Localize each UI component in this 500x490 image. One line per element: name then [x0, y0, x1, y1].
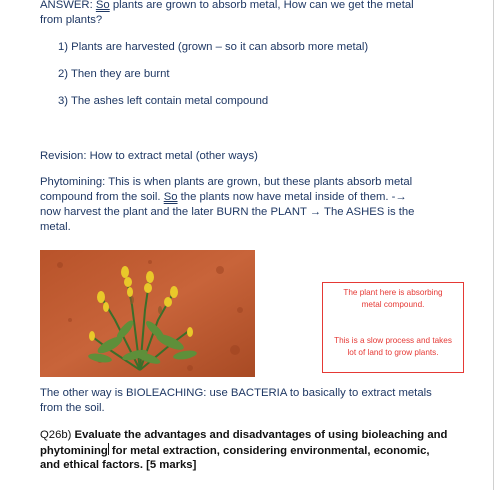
- revision-heading: Revision: How to extract metal (other ways): [40, 150, 258, 162]
- note-line-2: metal compound.: [361, 300, 425, 309]
- phytomining-line-4: metal.: [40, 221, 71, 233]
- answer-rest: plants are grown to absorb metal, How can we get the metal: [109, 0, 414, 11]
- question-text-2b: for metal extraction, considering environmental, economic,: [108, 445, 430, 457]
- note-line-4: lot of land to grow plants.: [347, 348, 439, 357]
- answer-line-2: from plants?: [40, 14, 103, 26]
- question-line-1: [40, 428, 447, 443]
- phytomining-text-b: the plants now have metal inside of them. -→: [177, 191, 407, 203]
- answer-so: So: [95, 0, 110, 11]
- bioleaching-line-2: from the soil.: [40, 402, 105, 414]
- phytomining-line-2: [40, 190, 407, 205]
- step-1: 1) Plants are harvested (grown – so it can absorb more metal): [58, 41, 369, 53]
- phytomining-so: So: [163, 191, 178, 203]
- question-text-1: Evaluate the advantages and disadvantages of using bioleaching and: [74, 429, 448, 441]
- page-edge-line: [493, 0, 494, 490]
- phytomining-line-3: now harvest the plant and the later BURN the PLANT → The ASHES is the: [40, 206, 415, 218]
- step-3: 3) The ashes left contain metal compound: [58, 95, 269, 107]
- bioleaching-line-1: The other way is BIOLEACHING: use BACTERIA to basically to extract metals: [40, 387, 432, 399]
- step-2: 2) Then they are burnt: [58, 68, 170, 80]
- answer-prefix: ANSWER:: [40, 0, 96, 11]
- question-label: Q26b): [40, 429, 75, 441]
- phytomining-text-a: compound from the soil.: [40, 191, 164, 203]
- note-line-3: This is a slow process and takes: [334, 336, 452, 345]
- plant-image: [40, 250, 255, 377]
- question-line-2: [40, 443, 430, 459]
- plant-photo: [40, 250, 255, 377]
- note-line-1: The plant here is absorbing: [343, 288, 443, 297]
- question-text-2a: phytomining: [40, 445, 108, 457]
- question-line-3: and ethical factors. [5 marks]: [40, 459, 197, 471]
- phytomining-line-1: Phytomining: This is when plants are grown, but these plants absorb metal: [40, 176, 413, 188]
- plant-note-box: [322, 282, 464, 373]
- answer-line-1: [40, 0, 414, 13]
